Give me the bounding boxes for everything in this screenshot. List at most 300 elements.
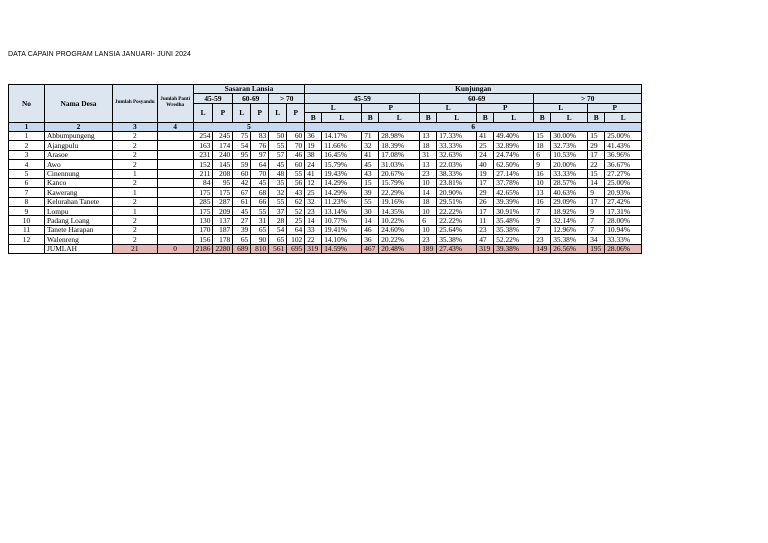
kunjungan-count: 34 [588, 235, 605, 244]
kunjungan-count: 26 [477, 197, 494, 206]
kunjungan-p: P [588, 103, 642, 112]
kunjungan-count: 9 [534, 160, 551, 169]
document-title: DATA CAPAIN PROGRAM LANSIA JANUARI- JUNI 2024 [8, 51, 192, 58]
kunjungan-percent: 11.23% [322, 197, 362, 206]
kunjungan-count: 14 [305, 216, 322, 225]
sasaran-value: 61 [233, 197, 251, 206]
village-name: Awo [45, 160, 113, 169]
total-sasaran: 561 [269, 244, 287, 253]
village-name: Kawerang [45, 188, 113, 197]
kunjungan-percent: 11.66% [322, 141, 362, 150]
kunjungan-count: 17 [477, 207, 494, 216]
sasaran-value: 37 [269, 207, 287, 216]
kunjungan-percent: 17.33% [437, 131, 477, 140]
kunjungan-percent: 22.22% [437, 216, 477, 225]
kunjungan-percent: 24.74% [494, 150, 534, 159]
sasaran-value: 31 [251, 216, 269, 225]
kunjungan-count: 39 [362, 188, 379, 197]
village-name: Padang Loang [45, 216, 113, 225]
kunjungan-percent: 30.00% [551, 131, 588, 140]
kunjungan-count: 14 [588, 178, 605, 187]
sasaran-value: 174 [213, 141, 233, 150]
sasaran-value: 130 [193, 216, 213, 225]
sasaran-value: 245 [213, 131, 233, 140]
kunjungan-percent: 18.39% [379, 141, 420, 150]
row-number: 10 [9, 216, 45, 225]
panti-count [157, 169, 193, 178]
total-empty-cell [9, 244, 45, 253]
kunjungan-count: 15 [588, 169, 605, 178]
sasaran-value: 178 [213, 235, 233, 244]
sasaran-value: 97 [251, 150, 269, 159]
kunjungan-percent: 35.38% [551, 235, 588, 244]
total-label: JUMLAH [45, 244, 113, 253]
sasaran-value: 55 [251, 207, 269, 216]
sasaran-value: 28 [269, 216, 287, 225]
total-kunjungan-percent: 39.38% [494, 244, 534, 253]
total-panti: 0 [157, 244, 193, 253]
village-name: Lompu [45, 207, 113, 216]
sasaran-value: 95 [213, 178, 233, 187]
panti-count [157, 188, 193, 197]
table-row [9, 225, 642, 234]
kunjungan-count: 23 [420, 235, 437, 244]
kunjungan-percent: 20.22% [379, 235, 420, 244]
kunjungan-percent: 29.51% [437, 197, 477, 206]
kunjungan-percent: 33.33% [551, 169, 588, 178]
kunjungan-count: 24 [305, 160, 322, 169]
sasaran-value: 208 [213, 169, 233, 178]
kunjungan-percent: 10.53% [551, 150, 588, 159]
sasaran-age-45: 45-59 [193, 94, 233, 103]
kunjungan-percent: 14.35% [379, 207, 420, 216]
kunjungan-count: 7 [588, 216, 605, 225]
sasaran-value: 64 [251, 160, 269, 169]
kunjungan-count: 55 [362, 197, 379, 206]
posyandu-count: 2 [113, 150, 158, 159]
sasaran-value: 163 [193, 141, 213, 150]
kunjungan-count: 36 [362, 235, 379, 244]
table-row [9, 188, 642, 197]
total-kunjungan-count: 149 [534, 244, 551, 253]
sasaran-value: 68 [251, 188, 269, 197]
sasaran-value: 45 [233, 207, 251, 216]
table-row [9, 141, 642, 150]
kunjungan-percent: 17.08% [379, 150, 420, 159]
sasaran-l: L [193, 103, 213, 122]
sasaran-value: 285 [193, 197, 213, 206]
kunjungan-percent: 25.00% [605, 131, 642, 140]
sasaran-value: 42 [233, 178, 251, 187]
sasaran-value: 25 [287, 216, 305, 225]
kunjungan-count: 10 [420, 207, 437, 216]
posyandu-count: 2 [113, 131, 158, 140]
row-number: 2 [9, 141, 45, 150]
sasaran-value: 175 [193, 188, 213, 197]
kunjungan-percent: 37.78% [494, 178, 534, 187]
kunjungan-count: 41 [477, 131, 494, 140]
kunjungan-percent: 35.38% [437, 235, 477, 244]
kunjungan-count: 16 [534, 197, 551, 206]
total-kunjungan-count: 319 [305, 244, 322, 253]
sasaran-value: 60 [287, 160, 305, 169]
sub-l: L [322, 113, 362, 122]
kunjungan-percent: 24.60% [379, 225, 420, 234]
sasaran-value: 66 [251, 197, 269, 206]
kunjungan-percent: 13.14% [322, 207, 362, 216]
total-posyandu: 21 [113, 244, 158, 253]
row-number: 8 [9, 197, 45, 206]
kunjungan-count: 47 [477, 235, 494, 244]
posyandu-count: 2 [113, 235, 158, 244]
kunjungan-percent: 28.00% [605, 216, 642, 225]
village-name: Tanete Harapan [45, 225, 113, 234]
village-name: Ajangpulu [45, 141, 113, 150]
panti-count [157, 160, 193, 169]
posyandu-count: 2 [113, 141, 158, 150]
kunjungan-percent: 20.93% [605, 188, 642, 197]
kunjungan-percent: 19.41% [322, 225, 362, 234]
sasaran-value: 39 [233, 225, 251, 234]
total-sasaran: 810 [251, 244, 269, 253]
kunjungan-percent: 25.00% [605, 178, 642, 187]
sasaran-value: 48 [269, 169, 287, 178]
kunjungan-count: 23 [420, 169, 437, 178]
sasaran-value: 102 [287, 235, 305, 244]
index-cell: 2 [45, 122, 113, 131]
sub-l: L [551, 113, 588, 122]
sasaran-value: 52 [287, 207, 305, 216]
posyandu-count: 2 [113, 216, 158, 225]
sasaran-value: 65 [233, 235, 251, 244]
total-kunjungan-percent: 28.06% [605, 244, 642, 253]
header-jumlah-panti: Jumlah Panti Wredha [157, 85, 193, 123]
kunjungan-percent: 17.31% [605, 207, 642, 216]
kunjungan-count: 13 [420, 131, 437, 140]
header-nama-desa: Nama Desa [45, 85, 113, 123]
sasaran-value: 152 [193, 160, 213, 169]
sasaran-value: 287 [213, 197, 233, 206]
sasaran-value: 46 [287, 150, 305, 159]
village-name: Kelurahan Tanete [45, 197, 113, 206]
kunjungan-percent: 12.96% [551, 225, 588, 234]
sub-l: L [379, 113, 420, 122]
sasaran-value: 59 [233, 160, 251, 169]
header-kunjungan: Kunjungan [305, 85, 642, 94]
kunjungan-count: 25 [477, 141, 494, 150]
sub-b: B [588, 113, 605, 122]
posyandu-count: 1 [113, 169, 158, 178]
sasaran-value: 209 [213, 207, 233, 216]
kunjungan-count: 23 [305, 207, 322, 216]
sasaran-value: 65 [269, 235, 287, 244]
kunjungan-percent: 10.22% [379, 216, 420, 225]
kunjungan-percent: 20.67% [379, 169, 420, 178]
kunjungan-age-60: 60-69 [420, 94, 534, 103]
sasaran-value: 65 [251, 225, 269, 234]
sasaran-value: 254 [193, 131, 213, 140]
kunjungan-count: 9 [534, 216, 551, 225]
index-cell: 1 [9, 122, 45, 131]
total-kunjungan-count: 467 [362, 244, 379, 253]
header-sasaran: Sasaran Lansia [193, 85, 305, 94]
table-row [9, 160, 642, 169]
sasaran-value: 240 [213, 150, 233, 159]
kunjungan-count: 40 [477, 160, 494, 169]
table-row [9, 178, 642, 187]
kunjungan-count: 32 [362, 141, 379, 150]
sasaran-value: 57 [269, 150, 287, 159]
kunjungan-percent: 36.96% [605, 150, 642, 159]
sasaran-l: L [233, 103, 251, 122]
sasaran-p: P [251, 103, 269, 122]
kunjungan-count: 12 [305, 178, 322, 187]
kunjungan-percent: 22.03% [437, 160, 477, 169]
kunjungan-percent: 32.73% [551, 141, 588, 150]
kunjungan-percent: 35.48% [494, 216, 534, 225]
kunjungan-count: 16 [534, 169, 551, 178]
kunjungan-count: 33 [305, 225, 322, 234]
panti-count [157, 216, 193, 225]
sasaran-value: 67 [233, 188, 251, 197]
kunjungan-count: 7 [534, 225, 551, 234]
sasaran-value: 75 [233, 131, 251, 140]
kunjungan-percent: 22.22% [437, 207, 477, 216]
kunjungan-percent: 18.92% [551, 207, 588, 216]
panti-count [157, 141, 193, 150]
kunjungan-percent: 35.38% [494, 225, 534, 234]
row-number: 7 [9, 188, 45, 197]
kunjungan-percent: 29.09% [551, 197, 588, 206]
table-body [9, 131, 642, 253]
sasaran-value: 45 [251, 178, 269, 187]
header-jumlah-posyandu: Jumlah Posyandu [113, 85, 158, 123]
kunjungan-count: 22 [305, 235, 322, 244]
index-cell: 3 [113, 122, 158, 131]
sub-b: B [362, 113, 379, 122]
kunjungan-count: 7 [588, 225, 605, 234]
kunjungan-percent: 30.91% [494, 207, 534, 216]
sasaran-value: 70 [287, 141, 305, 150]
panti-count [157, 131, 193, 140]
kunjungan-count: 9 [588, 188, 605, 197]
sasaran-value: 60 [287, 131, 305, 140]
panti-count [157, 225, 193, 234]
sasaran-value: 84 [193, 178, 213, 187]
sub-b: B [305, 113, 322, 122]
index-cell: 5 [193, 122, 305, 131]
lansia-data-table [8, 84, 642, 254]
kunjungan-percent: 10.94% [605, 225, 642, 234]
total-kunjungan-count: 319 [477, 244, 494, 253]
kunjungan-count: 46 [362, 225, 379, 234]
row-number: 12 [9, 235, 45, 244]
kunjungan-percent: 32.14% [551, 216, 588, 225]
row-number: 6 [9, 178, 45, 187]
sub-l: L [605, 113, 642, 122]
table-row [9, 235, 642, 244]
kunjungan-count: 6 [420, 216, 437, 225]
table-row [9, 216, 642, 225]
panti-count [157, 197, 193, 206]
kunjungan-percent: 16.45% [322, 150, 362, 159]
sasaran-value: 175 [193, 207, 213, 216]
kunjungan-percent: 31.03% [379, 160, 420, 169]
sasaran-value: 95 [233, 150, 251, 159]
kunjungan-percent: 14.10% [322, 235, 362, 244]
sasaran-value: 55 [269, 141, 287, 150]
table-row [9, 150, 642, 159]
kunjungan-p: P [362, 103, 420, 112]
kunjungan-count: 24 [477, 150, 494, 159]
posyandu-count: 1 [113, 207, 158, 216]
kunjungan-percent: 23.81% [437, 178, 477, 187]
kunjungan-percent: 14.17% [322, 131, 362, 140]
kunjungan-percent: 39.39% [494, 197, 534, 206]
kunjungan-percent: 49.40% [494, 131, 534, 140]
sasaran-value: 175 [213, 188, 233, 197]
total-sasaran: 689 [233, 244, 251, 253]
kunjungan-percent: 28.57% [551, 178, 588, 187]
kunjungan-count: 9 [588, 207, 605, 216]
kunjungan-count: 22 [588, 160, 605, 169]
row-number: 11 [9, 225, 45, 234]
row-number: 5 [9, 169, 45, 178]
kunjungan-count: 6 [534, 150, 551, 159]
kunjungan-percent: 19.16% [379, 197, 420, 206]
total-row [9, 244, 642, 253]
kunjungan-percent: 33.33% [605, 235, 642, 244]
kunjungan-percent: 40.63% [551, 188, 588, 197]
sasaran-l: L [269, 103, 287, 122]
kunjungan-count: 38 [305, 150, 322, 159]
kunjungan-percent: 15.79% [322, 160, 362, 169]
kunjungan-count: 10 [534, 178, 551, 187]
kunjungan-count: 31 [420, 150, 437, 159]
sasaran-value: 170 [193, 225, 213, 234]
village-name: Arasoe [45, 150, 113, 159]
kunjungan-percent: 28.98% [379, 131, 420, 140]
kunjungan-l: L [420, 103, 477, 112]
kunjungan-count: 17 [588, 197, 605, 206]
sasaran-value: 50 [269, 131, 287, 140]
kunjungan-percent: 32.89% [494, 141, 534, 150]
sasaran-value: 55 [269, 197, 287, 206]
village-name: Walenreng [45, 235, 113, 244]
kunjungan-count: 11 [477, 216, 494, 225]
kunjungan-p: P [477, 103, 534, 112]
kunjungan-percent: 27.14% [494, 169, 534, 178]
sasaran-value: 45 [269, 160, 287, 169]
kunjungan-age-45: 45-59 [305, 94, 420, 103]
total-kunjungan-count: 189 [420, 244, 437, 253]
posyandu-count: 2 [113, 160, 158, 169]
kunjungan-percent: 10.77% [322, 216, 362, 225]
sasaran-value: 70 [251, 169, 269, 178]
kunjungan-l: L [305, 103, 362, 112]
total-kunjungan-percent: 20.48% [379, 244, 420, 253]
header-no: No [9, 85, 45, 123]
sasaran-value: 54 [269, 225, 287, 234]
kunjungan-percent: 14.29% [322, 188, 362, 197]
total-kunjungan-count: 195 [588, 244, 605, 253]
kunjungan-count: 43 [362, 169, 379, 178]
sasaran-value: 60 [233, 169, 251, 178]
sasaran-value: 156 [193, 235, 213, 244]
kunjungan-count: 17 [588, 150, 605, 159]
kunjungan-percent: 36.67% [605, 160, 642, 169]
kunjungan-count: 10 [420, 225, 437, 234]
kunjungan-percent: 15.79% [379, 178, 420, 187]
kunjungan-count: 32 [305, 197, 322, 206]
total-kunjungan-percent: 14.59% [322, 244, 362, 253]
panti-count [157, 178, 193, 187]
panti-count [157, 235, 193, 244]
sasaran-age-70: > 70 [269, 94, 305, 103]
kunjungan-count: 45 [362, 160, 379, 169]
kunjungan-count: 15 [534, 131, 551, 140]
kunjungan-count: 23 [477, 225, 494, 234]
kunjungan-percent: 20.00% [551, 160, 588, 169]
village-name: Cinennung [45, 169, 113, 178]
kunjungan-count: 23 [534, 235, 551, 244]
kunjungan-count: 7 [534, 207, 551, 216]
kunjungan-count: 18 [420, 197, 437, 206]
sasaran-value: 55 [287, 169, 305, 178]
kunjungan-percent: 32.63% [437, 150, 477, 159]
total-sasaran: 2186 [193, 244, 213, 253]
sasaran-p: P [287, 103, 305, 122]
table-row [9, 207, 642, 216]
sasaran-value: 43 [287, 188, 305, 197]
kunjungan-percent: 41.43% [605, 141, 642, 150]
posyandu-count: 2 [113, 197, 158, 206]
row-number: 3 [9, 150, 45, 159]
row-number: 4 [9, 160, 45, 169]
kunjungan-count: 18 [420, 141, 437, 150]
kunjungan-percent: 52.22% [494, 235, 534, 244]
posyandu-count: 2 [113, 178, 158, 187]
sasaran-value: 187 [213, 225, 233, 234]
kunjungan-percent: 25.64% [437, 225, 477, 234]
index-cell: 6 [305, 122, 642, 131]
table-row [9, 131, 642, 140]
kunjungan-count: 19 [305, 141, 322, 150]
index-cell: 4 [157, 122, 193, 131]
table-row [9, 197, 642, 206]
kunjungan-count: 41 [362, 150, 379, 159]
table-row [9, 169, 642, 178]
sasaran-age-60: 60-69 [233, 94, 269, 103]
sasaran-value: 64 [287, 225, 305, 234]
kunjungan-percent: 20.90% [437, 188, 477, 197]
kunjungan-percent: 33.33% [437, 141, 477, 150]
village-name: Kanco [45, 178, 113, 187]
kunjungan-count: 13 [534, 188, 551, 197]
village-name: Abbumpungeng [45, 131, 113, 140]
panti-count [157, 150, 193, 159]
kunjungan-percent: 22.29% [379, 188, 420, 197]
sasaran-value: 62 [287, 197, 305, 206]
kunjungan-percent: 14.29% [322, 178, 362, 187]
kunjungan-count: 14 [362, 216, 379, 225]
kunjungan-l: L [534, 103, 588, 112]
kunjungan-count: 29 [477, 188, 494, 197]
kunjungan-percent: 38.33% [437, 169, 477, 178]
row-number: 1 [9, 131, 45, 140]
kunjungan-count: 18 [534, 141, 551, 150]
sasaran-value: 211 [193, 169, 213, 178]
